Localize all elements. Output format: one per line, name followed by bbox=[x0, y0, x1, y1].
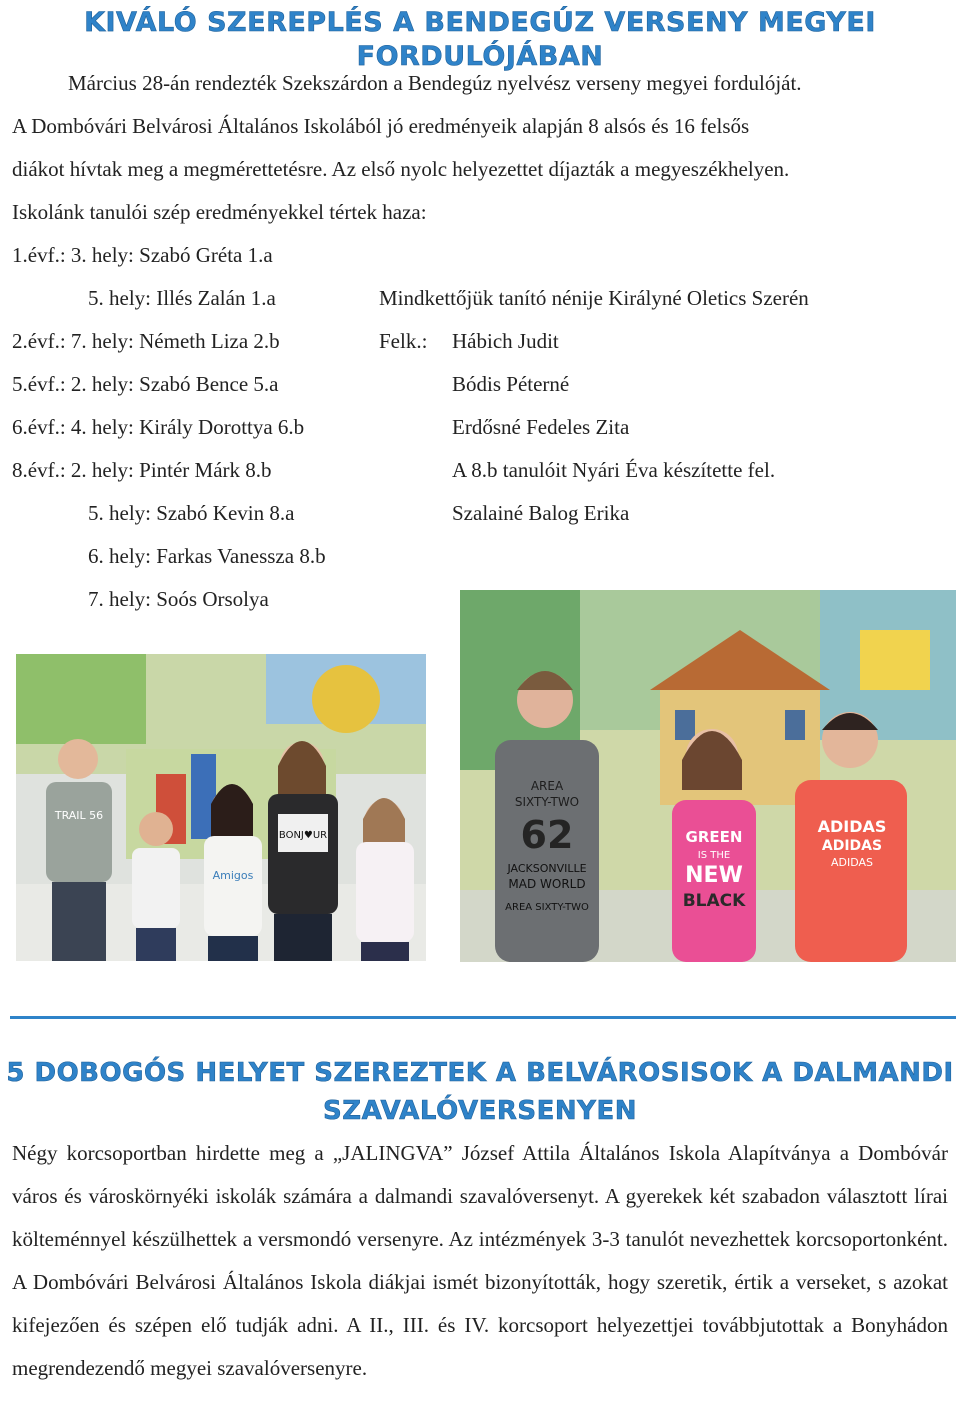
result-line: 1.évf.: 3. hely: Szabó Gréta 1.a bbox=[12, 243, 273, 267]
shirt-text: AREA bbox=[530, 779, 564, 793]
shirt-text: SIXTY-TWO bbox=[514, 795, 580, 809]
shirt-text: IS THE bbox=[697, 850, 731, 861]
shirt-text: GREEN bbox=[685, 828, 743, 846]
shirt-text: NEW bbox=[685, 863, 743, 888]
article-title bbox=[0, 1054, 960, 1130]
article-title: KIVÁLÓ SZEREPLÉS A BENDEGÚZ VERSENY MEGYEI FORDULÓJÁBAN bbox=[84, 7, 876, 72]
teacher-note-prefix: Felk.: bbox=[379, 329, 428, 353]
shirt-text: JACKSONVILLE bbox=[507, 862, 587, 875]
result-line: 6. hely: Farkas Vanessza 8.b bbox=[88, 544, 326, 568]
shirt-text: ADIDAS bbox=[821, 838, 883, 854]
title-line: 5 DOBOGÓS HELYET SZEREZTEK A BELVÁROSISOK A DALMANDI bbox=[6, 1058, 954, 1088]
teacher-note: A 8.b tanulóit Nyári Éva készítette fel. bbox=[452, 458, 776, 482]
teacher-note: Szalainé Balog Erika bbox=[452, 501, 630, 525]
result-line: 5. hely: Szabó Kevin 8.a bbox=[88, 501, 295, 525]
intro-line: diákot hívtak meg a megmérettetésre. Az első nyolc helyezettet díjazták a megyeszékhelyen. bbox=[12, 157, 790, 181]
title-line: SZAVALÓVERSENYEN bbox=[323, 1096, 637, 1126]
shirt-text: BONJ♥UR bbox=[278, 830, 328, 841]
intro-line: Iskolánk tanulói szép eredményekkel tértek haza: bbox=[12, 200, 427, 224]
section-divider bbox=[10, 1016, 956, 1019]
result-line: 2.évf.: 7. hely: Németh Liza 2.b bbox=[12, 329, 280, 353]
article-body: Négy korcsoportban hirdette meg a „JALINGVA” József Attila Általános Iskola Alapítványa a Dombóvár város és városkörnyéki iskolák számára a dalmandi szavalóversenyt. A gyerekek két szabadon választott lírai költeménnyel készülhettek a versmondó versenyre. Az intézmények 3-3 tanulót nevezhettek korcsoportonként. A Dombóvári Belvárosi Általános Iskola diákjai ismét bizonyították, hogy szeretik, értik a verseket, s azokat kifejezően és szépen elő tudják adni. A II., III. és IV. korcsoport helyezettjei továbbjutottak a Bonyhádon megrendezendő megyei szavalóversenyre. bbox=[12, 1141, 948, 1380]
shirt-text: BLACK bbox=[682, 891, 746, 911]
photo-lower-grade-students bbox=[16, 654, 426, 961]
shirt-text: AREA SIXTY-TWO bbox=[505, 902, 589, 913]
photo-upper-grade-students bbox=[460, 590, 956, 962]
shirt-text: Amigos bbox=[212, 869, 254, 882]
result-line: 7. hely: Soós Orsolya bbox=[88, 587, 269, 611]
shirt-text: 62 bbox=[520, 813, 574, 857]
shirt-text: ADIDAS bbox=[817, 817, 887, 836]
result-line: 6.évf.: 4. hely: Király Dorottya 6.b bbox=[12, 415, 305, 439]
teacher-note: Mindkettőjük tanító nénije Királyné Oletics Szerén bbox=[379, 286, 809, 310]
teacher-note: Hábich Judit bbox=[452, 329, 559, 353]
teacher-note: Bódis Péterné bbox=[452, 372, 570, 396]
intro-line: A Dombóvári Belvárosi Általános Iskolából jó eredményeik alapján 8 alsós és 16 felsős bbox=[12, 114, 750, 138]
result-line: 5.évf.: 2. hely: Szabó Bence 5.a bbox=[12, 372, 279, 396]
shirt-text: ADIDAS bbox=[830, 856, 874, 869]
result-line: 5. hely: Illés Zalán 1.a bbox=[88, 286, 276, 310]
teacher-note: Erdősné Fedeles Zita bbox=[452, 415, 630, 439]
result-line: 8.évf.: 2. hely: Pintér Márk 8.b bbox=[12, 458, 272, 482]
article-intro bbox=[12, 62, 948, 234]
shirt-text: MAD WORLD bbox=[508, 877, 586, 891]
intro-line: Március 28-án rendezték Szekszárdon a Bendegúz nyelvész verseny megyei fordulóját. bbox=[68, 71, 802, 95]
shirt-text: TRAIL 56 bbox=[54, 809, 104, 822]
